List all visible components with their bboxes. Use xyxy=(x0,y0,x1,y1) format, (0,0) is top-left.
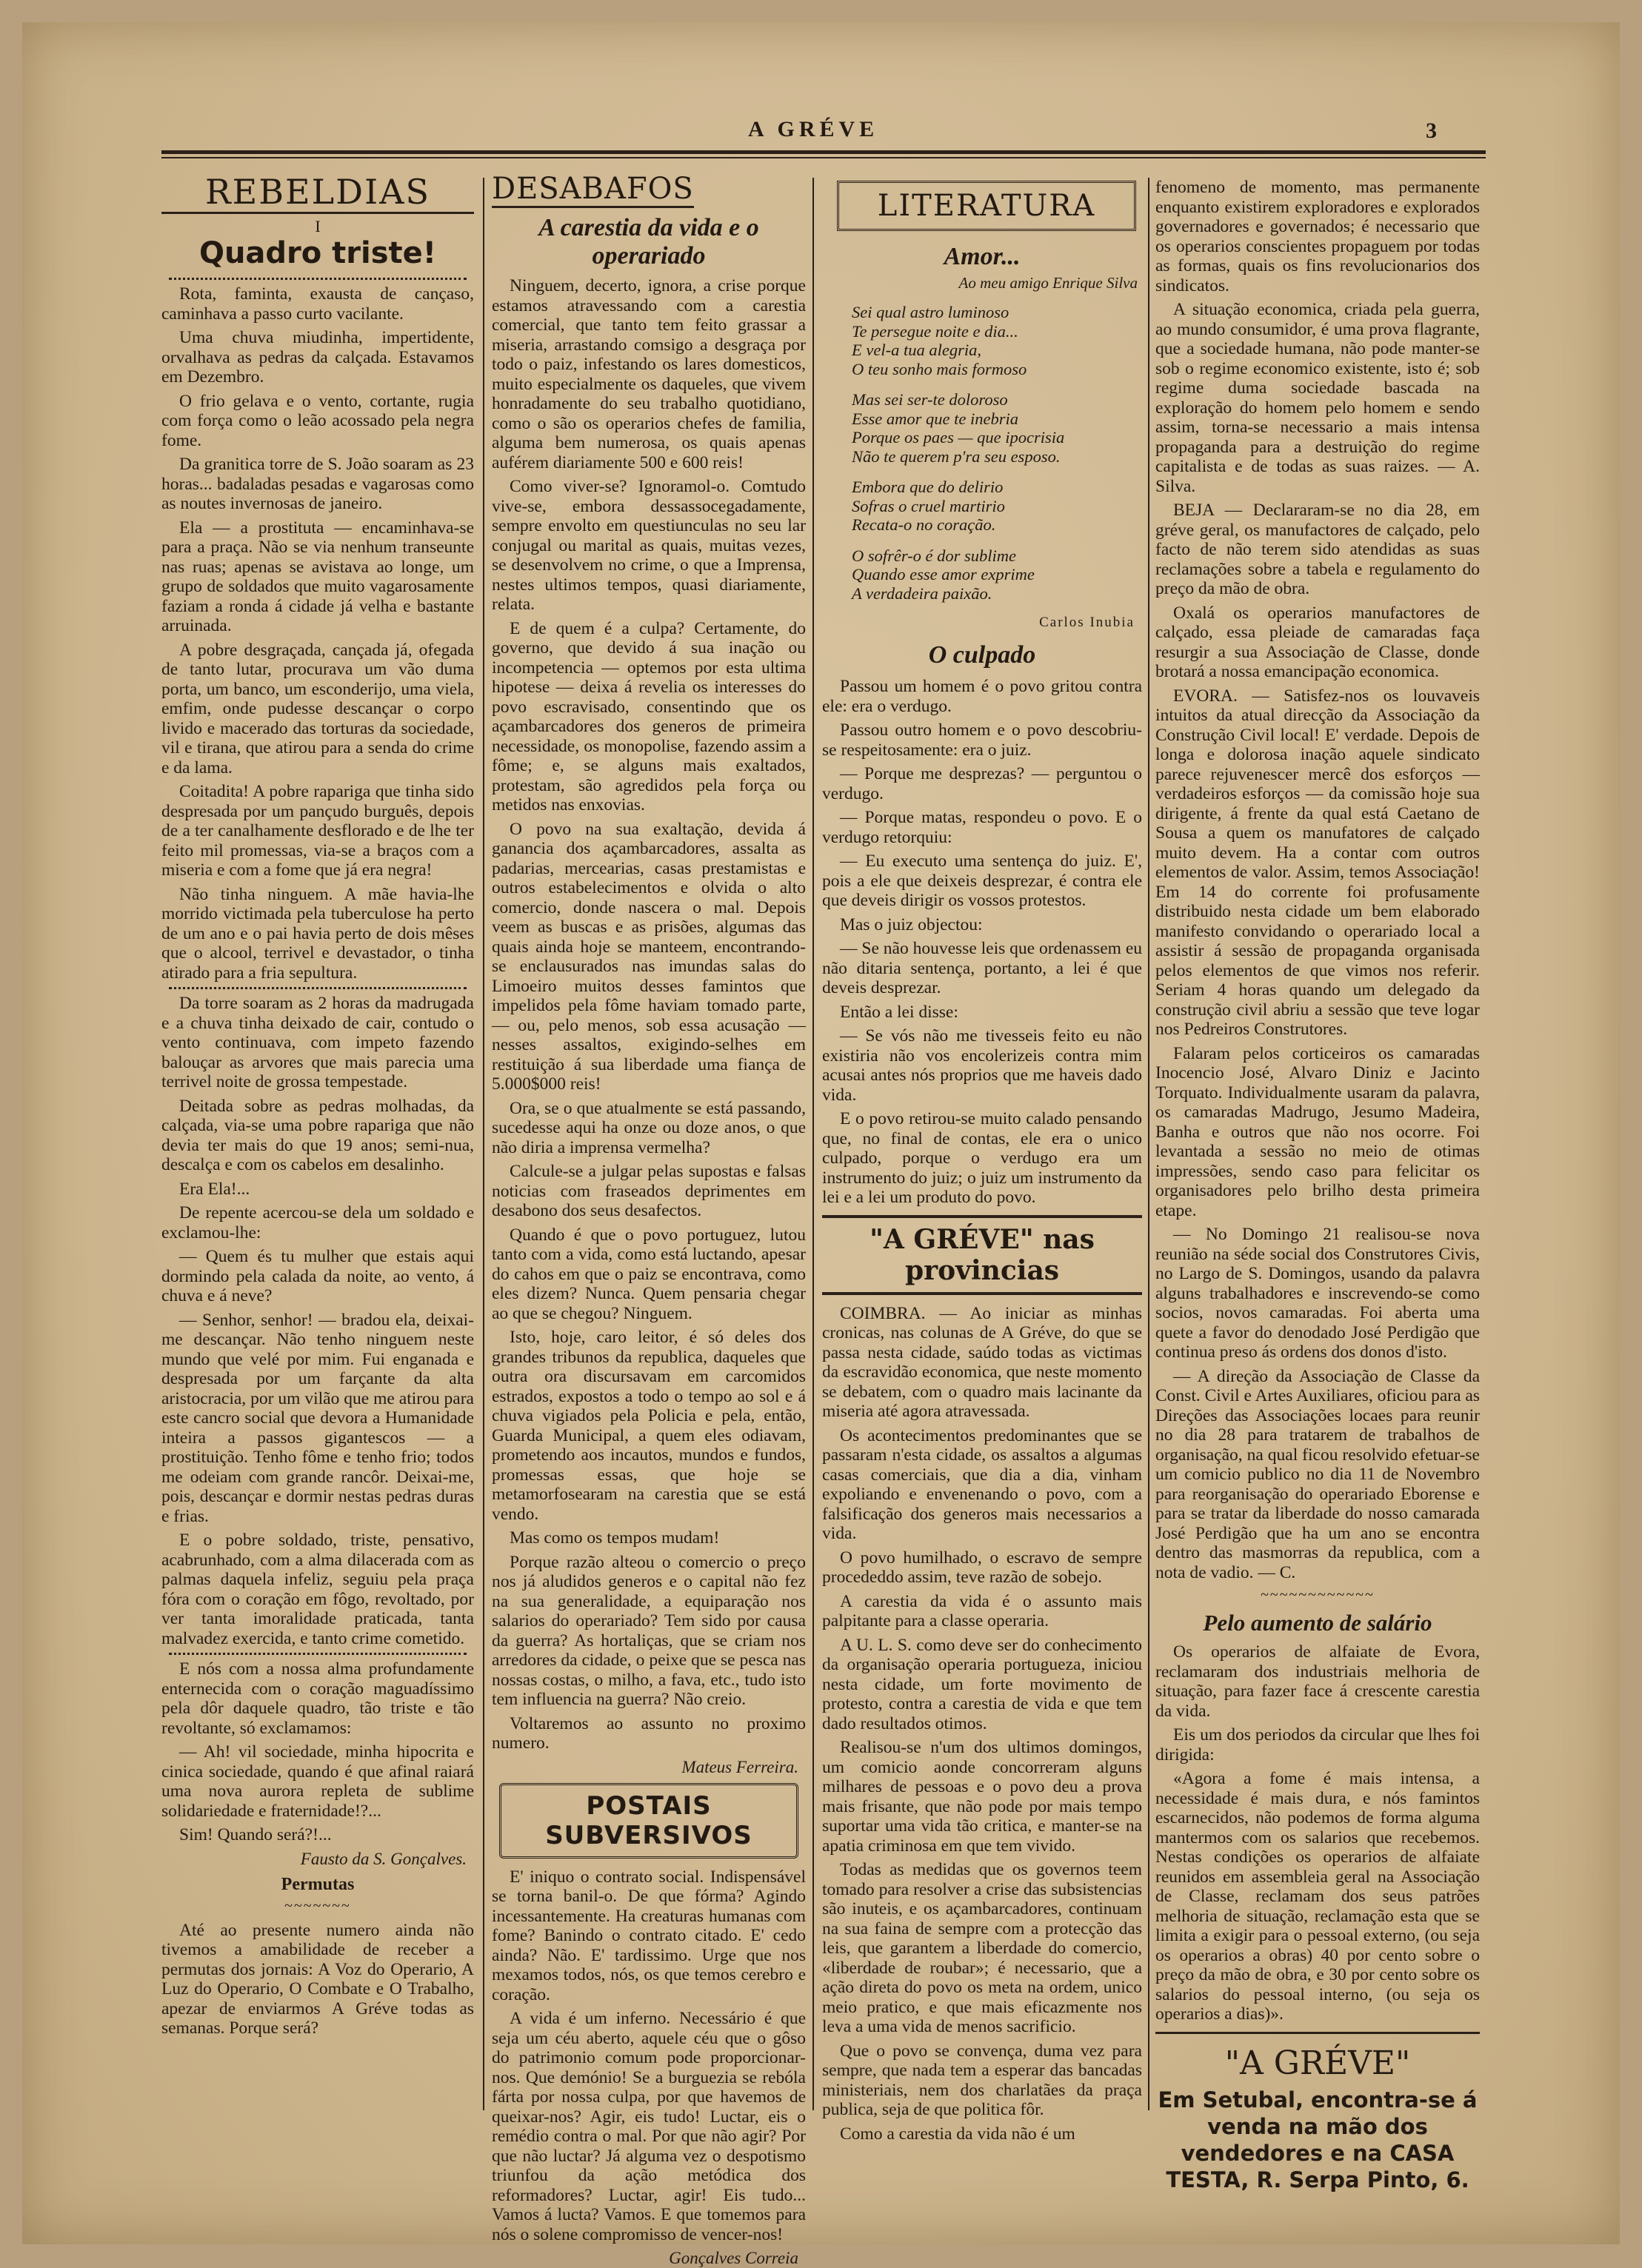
poem-line: O sofrêr-o é dor sublime xyxy=(852,546,1017,565)
paragraph: EVORA. — Satisfez-nos os louvaveis intuitos da atual direcção da Associação da Construção Civil local! E' verdade. Depois de longa e dolorosa inação aquele sindicato parece rejuvenescer mercê dos esforços — verdadeiros esforços — da comissão hoje sua dirigente, á frente da qual está Caetano de Sousa a quem os manufatores de calçado muito devem. Ha a contar com outros elementos de valor. Assim, temos Associação! Em 14 do corrente foi profusamente distribuido nesta cidade um bem elaborado manifesto convidando o operariado local a assistir á sessão de propaganda organisada pelos elementos de que vimos nos referir. Seriam 4 horas quando um delegado da construção civil abriu a sessão que teve logar nos Pedreiros Construtores. xyxy=(1155,686,1480,1039)
column-desabafos xyxy=(492,172,806,2267)
paragraph: Falaram pelos corticeiros os camaradas Inocencio José, Alvaro Diniz e Jacinto Torquato. Individualmente usaram da palavra, os camaradas Madrugo, Jesumo Madeira, Banha e outros que não nos ocorre. Foi levantada a sessão no meio de otimas impressões, sendo caso para felicitar os organisadores pelo brilho desta primeira etape. xyxy=(1155,1043,1480,1220)
paragraph: E de quem é a culpa? Certamente, do governo, que devido á sua inação ou incompetencia — optemos por esta ultima hipotese — deixa á revelia os interesses do povo escravisado, consentindo que os açambarcadores dos generos de primeira necessidade, os monopolise, fazendo assim a fôme; e, se alguns mais exaltados, protestam, são agredidos pela força ou metidos nas enxovias. xyxy=(492,618,806,814)
paragraph: — Porque me desprezas? — perguntou o verdugo. xyxy=(822,764,1142,803)
paragraph: Os acontecimentos predominantes que se passaram n'esta cidade, os assaltos a algumas casas comerciais, que dia a dia, vinham expoliando e envenenando o povo, com a falsificação dos generos mais necessarios a vida. xyxy=(822,1425,1142,1543)
article-number: I xyxy=(315,217,321,235)
divider-dots xyxy=(169,987,467,989)
literatura-heading: LITERATURA xyxy=(877,189,1096,223)
poem-line: Recata-o no coração. xyxy=(852,515,996,534)
author-signature: Gonçalves Correia xyxy=(669,2249,798,2267)
poem xyxy=(822,303,1142,603)
article-title: O culpado xyxy=(928,641,1036,669)
ad-title: "A GRÉVE" xyxy=(1224,2044,1411,2082)
paragraph: Não tinha ninguem. A mãe havia-lhe morrido victimada pela tuberculose ha perto de um ano e o pai havia perto de dois mêses que o alcool, terrivel e devastador, o tinha atirado para a fria sepultura. xyxy=(161,884,474,983)
paragraph: Coitadita! A pobre rapariga que tinha sido despresada por um pançudo burguês, depois de a ter canalhamente desflorado e de lhe ter feito mil promessas, via-se a braços com a miseria e com a fome que já era negra! xyxy=(161,782,474,880)
paragraph: E o povo retirou-se muito calado pensando que, no final de contas, ele era o unico culpado, porque o verdugo era um instrumento do juiz; o juiz um instrumento da lei e a lei um produto do povo. xyxy=(822,1109,1142,1207)
paragraph: Realisou-se n'um dos ultimos domingos, um comicio aonde concorreram alguns milhares de pessoas e o povo deu a prova mais frisante, que não pode por mais tempo suportar uma vida tão critica, e manter-se na apatia criminosa em que tem vivido. xyxy=(822,1738,1142,1856)
paragraph: Porque razão alteou o comercio o preço nos já aludidos generos e o capital não fez na sua generalidade, a equiparação nos salarios do operariado? Tem sido por causa da guerra? As hortaliças, que se criam nos arredores da cidade, o peixe que se pesca nas nossas costas, o milho, a fava, etc., tudo isto tem influencia na guerra? Não creio. xyxy=(492,1552,806,1709)
poem-line: Sofras o cruel martirio xyxy=(852,496,1005,515)
paragraph: Isto, hoje, caro leitor, é só deles dos grandes tribunos da republica, daqueles que outra ora discursavam em carcomidos estrados, expostos a todo o tempo ao sol e á chuva vigiados pela Policia e pela, então, Guarda Municipal, a quem eles odiavam, prometendo aos incautos, mundos e fundos, promessas essas, que hoje se metamorfosearam na carestia que se está vendo. xyxy=(492,1328,806,1524)
poem-line: Esse amor que te inebria xyxy=(852,409,1018,428)
paragraph: E o pobre soldado, triste, pensativo, acabrunhado, com a alma dilacerada com as palmas daquela infeliz, seguiu pela praça fóra com o coração em fôgo, revoltado, por ver tanta imoralidade praticada, tanta malvadez exercida, e tanto crime cometido. xyxy=(161,1531,474,1648)
postais-heading-box xyxy=(499,1783,798,1859)
header-rule xyxy=(161,150,1486,154)
paragraph: «Agora a fome é mais intensa, a necessidade é mais dura, e nós famintos escarnecidos, não podemos de forma alguma mantermos com os salarios que recebemos. Nestas condições os operarios de alfaiate reunidos em assembleia geral na Associação de Classe, reclamam dos seus patrões melhoria de situação, reclamação esta que se limita a exigir para o pessoal externo, (ou seja os operarios a obras) 40 por cento sobre o preço da mão de obra, e 30 por cento sobre os salarios do pessoal interno, (ou seja os operarios a dias)». xyxy=(1155,1769,1480,2024)
paragraph: — No Domingo 21 realisou-se nova reunião na séde social dos Construtores Civis, no Largo de S. Domingos, usando da palavra alguns trabalhadores e inscrevendo-se como socios, novos camaradas. Foi aberta uma quete a favor do denodado José Perdigão que continua preso ás ordens dos donos d'isto. xyxy=(1155,1225,1480,1362)
paragraph: Deitada sobre as pedras molhadas, da calçada, via-se uma pobre rapariga que não devia ter mais do que 19 anos; semi-nua, descalça e com os cabelos em desalinho. xyxy=(161,1096,474,1174)
paragraph: Rota, faminta, exausta de cançaso, caminhava a passo curto vacilante. xyxy=(161,284,474,324)
divider-dots xyxy=(169,278,467,280)
poem-stanza xyxy=(822,546,1142,603)
poem-line: Te persegue noite e dia... xyxy=(852,321,1018,341)
paragraph: Então a lei disse: xyxy=(840,1002,958,1022)
article-title: Pelo aumento de salário xyxy=(1203,1610,1432,1636)
paragraph: — Se não houvesse leis que ordenassem eu não ditaria sentença, portanto, a lei é que deveis desprezar. xyxy=(822,939,1142,997)
permutas-text: Até ao presente numero ainda não tivemos a amabilidade de receber a permutas dos jornais: A Voz do Operario, A Luz do Operario, O Combate e O Trabalho, apezar de enviarmos A Gréve todas as semanas. Porque será? xyxy=(161,1920,474,2038)
paragraph: — Senhor, senhor! — bradou ela, deixai-me descançar. Não tenho ninguem neste mundo que velé por mim. Fui enganada e despresada por um farçante da alta aristocracia, por um vilão que me atirou para este cancro social que devora a Humanidade inteira a passos gigantescos — a prostituição. Tenho fôme e tenho frio; todos me odeiam com grande rancôr. Deixai-me, pois, descançar e dormir nestas pedras duras e frias. xyxy=(161,1310,474,1526)
paragraph: Como a carestia da vida não é um xyxy=(840,2124,1075,2144)
poem-signature: Carlos Inubia xyxy=(1039,615,1135,630)
article-title: A carestia da vida e o operariado xyxy=(538,214,759,270)
poem-line: A verdadeira paixão. xyxy=(852,583,992,603)
paragraph: Mas o juiz objectou: xyxy=(840,914,983,934)
ornament-divider: ~~~~~~~ xyxy=(284,1897,351,1914)
paragraph: A vida é um inferno. Necessário é que seja um céu aberto, aquele céu que o gôso do patrimonio comum pode proporcionar-nos. Que demónio! Se a burguezia se rebóla fárta por nossa culpa, por que havemos de queixar-nos? Agir, eis tudo! Luctar, eis o remédio contra o mal. Por que não agir? Por que não luctar? Já alguma vez o despotismo triunfou da ação metódica dos reformadores? Luctar, agir! Eis tudo... Vamos á lucta? Vamos. E que tomemos para nós o solene compromisso de vencer-nos! xyxy=(492,2009,806,2244)
paragraph: De repente acercou-se dela um soldado e exclamou-lhe: xyxy=(161,1203,474,1242)
paragraph: COIMBRA. — Ao iniciar as minhas cronicas, nas colunas de A Gréve, do que se passa nesta cidade, saúdo todas as victimas da escravidão economica, que neste momento se debatem, com o quadro mais lacinante da miseria até agora atravessada. xyxy=(822,1303,1142,1421)
column-noticias xyxy=(1155,178,1480,2192)
paragraph: Passou outro homem e o povo descobriu-se respeitosamente: era o juiz. xyxy=(822,720,1142,760)
poem-line: Sei qual astro luminoso xyxy=(852,303,1009,321)
poem-title: Amor... xyxy=(944,243,1021,270)
paragraph: Eis um dos periodos da circular que lhes foi dirigida: xyxy=(1155,1725,1480,1764)
provincias-heading-box xyxy=(822,1215,1142,1295)
paragraph: A pobre desgraçada, cançada já, ofegada de tanto lutar, procurava um vão duma porta, um banco, um esconderijo, uma viela, emfim, onde pudesse descançar o corpo livido e macerado das torturas da sociedade, vil e tirana, que atirou para a senda do crime e da lama. xyxy=(161,640,474,777)
column-literatura xyxy=(822,178,1142,2144)
author-signature: Mateus Ferreira. xyxy=(681,1757,798,1776)
paragraph: — Ah! vil sociedade, minha hipocrita e cinica sociedade, quando é que afinal raiará uma nova aurora repleta de sublime solidariedade e fraternidade!?... xyxy=(161,1742,474,1821)
column-rebeldias xyxy=(161,172,474,2119)
poem-stanza xyxy=(822,390,1142,466)
poem-line: Quando esse amor exprime xyxy=(852,565,1035,583)
paragraph: BEJA — Declararam-se no dia 28, em gréve geral, os manufactores de calçado, pelo facto de não terem sido atendidas as suas reclamações sobre a tabela e regulamento do preço da mão de obra. xyxy=(1155,501,1480,598)
paragraph: Voltaremos ao assunto no proximo numero. xyxy=(492,1713,806,1753)
paragraph: E nós com a nossa alma profundamente enternecida com o coração maguadíssimo pela dôr daquele quadro, tão triste e tão revoltante, só exclamamos: xyxy=(161,1659,474,1738)
poem-line: Não te querem p'ra seu esposo. xyxy=(852,446,1061,466)
paragraph: Ora, se o que atualmente se está passando, sucedesse aqui ha onze ou doze anos, o que não diria a imprensa vermelha? xyxy=(492,1098,806,1157)
column-divider-2 xyxy=(812,178,814,2110)
paragraph: — Se vós não me tivesseis feito eu não existiria não vos encolerizeis contra mim acusai antes nós proprios que me haveis dado vida. xyxy=(822,1026,1142,1105)
section-heading-desabafos: DESABAFOS xyxy=(492,172,694,208)
poem-line: E vel-a tua alegria, xyxy=(852,341,981,359)
permutas-heading: Permutas xyxy=(281,1874,355,1894)
column-divider-3 xyxy=(1148,178,1149,2110)
paragraph: Calcule-se a julgar pelas supostas e falsas noticias com fraseados deprimentes em desabono dos seus desafectos. xyxy=(492,1162,806,1220)
paragraph: Os operarios de alfaiate de Evora, reclamaram dos industriais melhoria de situação, para fazer face á crescente carestia da vida. xyxy=(1155,1642,1480,1721)
paragraph: Era Ela!... xyxy=(179,1179,250,1199)
paragraph: Todas as medidas que os governos teem tomado para resolver a crise das subsistencias são inuteis, e os açambarcadores, continuam na sua faina de sempre com a protecção das leis, que garantem a liberdade do comercio, «liberdade de roubar»; é necessario, que a ação direta do povo os meta na ordem, unico meio pratico, e que mais eficazmente nos leva a uma vida de menos sacrificio. xyxy=(822,1860,1142,2036)
poem-stanza xyxy=(822,303,1142,378)
article-title: Quadro triste! xyxy=(198,236,437,270)
postais-heading: POSTAIS SUBVERSIVOS xyxy=(545,1790,752,1850)
paragraph: Oxalá os operarios manufactores de calçado, essa pleiade de camaradas faça resurgir a sua Associação de Classe, donde brotará a nossa emancipação economica. xyxy=(1155,603,1480,681)
paragraph: Ninguem, decerto, ignora, a crise porque estamos atravessando com a carestia comercial, que tanto tem feito grassar a miseria, arrastando comsigo a desgraça por todo o paiz, infestando os lares domesticos, muito especialmente os daqueles, que vivem honradamente do seu trabalho quotidiano, como o são os operarios chefes de familia, alguma bem numerosa, os quais apenas auférem diariamente 500 e 600 reis! xyxy=(492,276,806,472)
paragraph: — Quem és tu mulher que estais aqui dormindo pela calada da noite, ao vento, á chuva e á neve? xyxy=(161,1247,474,1305)
paragraph: Que o povo se convença, duma vez para sempre, que nada tem a esperar das bancadas ministeriais, nem dos charlatães da praça publica, seja de que politica fôr. xyxy=(822,2041,1142,2119)
literatura-heading-box xyxy=(837,181,1136,231)
ad-text: Em Setubal, encontra-se á venda na mão dos vendedores e na CASA TESTA, R. Serpa Pinto, 6. xyxy=(1158,2087,1478,2192)
paragraph: Sim! Quando será?!... xyxy=(179,1825,332,1844)
section-heading-rebeldias: REBELDIAS xyxy=(161,172,474,214)
ad-rule xyxy=(1155,2032,1480,2034)
poem-line: Porque os paes — que ipocrisia xyxy=(852,428,1065,446)
paragraph: O povo na sua exaltação, devida á ganancia dos açambarcadores, assalta as padarias, mercearias, casas prestamistas e outros estabelecimentos e olvida o alto comercio, donde nascera o mal. Depois veem as buscas e as prisões, algumas das quais ainda hoje se manteem, encontrando-se enclausurados nas imundas salas do Limoeiro muitos desses famintos que impelidos pela fôme haviam tomado parte, — ou, pelo menos, sob essa acusação — nesses assaltos, exigindo-selhes em restituição á sua liberdade uma fiança de 5.000$000 reis! xyxy=(492,819,806,1094)
paragraph: Mas como os tempos mudam! xyxy=(510,1528,720,1548)
ornament-divider: ~~~~~~~~~~~~ xyxy=(1261,1587,1375,1603)
poem-stanza xyxy=(822,478,1142,535)
paragraph: O povo humilhado, o escravo de sempre procededdo assim, teve razão de sobejo. xyxy=(822,1548,1142,1587)
paragraph: O frio gelava e o vento, cortante, rugia com força como o leão acossado pela negra fome. xyxy=(161,391,474,450)
poem-dedication: Ao meu amigo Enrique Silva xyxy=(958,274,1138,292)
provincias-heading: "A GRÉVE" nas provincias xyxy=(870,1223,1095,1286)
paragraph: Da granitica torre de S. João soaram as 23 horas... badaladas pesadas e vagarosas como as noutes invernosas de janeiro. xyxy=(161,455,474,513)
paragraph: fenomeno de momento, mas permanente enquanto existirem exploradores e explorados governadores e governados; é necessario que os operarios conscientes propaguem por todas as formas, quais os fins revolucionarios dos sindicatos. xyxy=(1155,178,1480,295)
paragraph: Quando é que o povo portuguez, lutou tanto com a vida, como está luctando, apesar do cahos em que o paiz se encontrava, como eles dizem? Nunca. Quem pensaria chegar ao que se chegou? Ninguem. xyxy=(492,1225,806,1323)
page-number: 3 xyxy=(1426,118,1437,143)
poem-line: Embora que do delirio xyxy=(852,478,1004,496)
paragraph: A carestia da vida é o assunto mais palpitante para a classe operaria. xyxy=(822,1591,1142,1630)
paragraph: — Eu executo uma sentença do juiz. E', pois a ele que deixeis desprezar, é contra ele que deveis dirigir os vossos protestos. xyxy=(822,852,1142,910)
poem-line: Mas sei ser-te doloroso xyxy=(852,390,1008,409)
poem-line: O teu sonho mais formoso xyxy=(852,359,1027,378)
paragraph: Como viver-se? Ignoramol-o. Comtudo vive-se, embora dessassocegadamente, sempre envolto em questiunculas no seu lar conjugal ou marital as quais, muitas vezes, se desenvolvem no crime, o que a Imprensa, nestes ultimos tempos, quasi diariamente, relata. xyxy=(492,477,806,614)
paragraph: A situação economica, criada pela guerra, ao mundo consumidor, é uma prova flagrante, que a sociedade humana, não pode manter-se sob o regime economico existente, isto é; sob regime duma sociedade bascada na exploração do homem pelo homem e sendo assim, torna-se necessario a mais intensa propaganda para a destruição do regime capitalista e de todas as suas raizes. — A. Silva. xyxy=(1155,300,1480,496)
paragraph: Da torre soaram as 2 horas da madrugada e a chuva tinha deixado de cair, contudo o vento continuava, com impeto fazendo balouçar as arvores que mais parecia uma terrivel noite de grossa tempestade. xyxy=(161,994,474,1091)
column-divider-1 xyxy=(483,178,484,2110)
divider-dots xyxy=(169,1653,467,1655)
author-signature: Fausto da S. Gonçalves. xyxy=(300,1849,467,1868)
paragraph: Uma chuva miudinha, impertidente, orvalhava as pedras da calçada. Estavamos em Dezembro. xyxy=(161,328,474,387)
paragraph: A U. L. S. como deve ser do conhecimento da organisação operaria portugueza, iniciou nesta cidade, um forte movimento de protesto, contra a carestia de vida e que tem dado resultados otimos. xyxy=(822,1635,1142,1733)
paragraph: E' iniquo o contrato social. Indispensável se torna banil-o. De que fórma? Agindo incessantemente. Ha creaturas humanas com fome? Banindo o contrato citado. E' cedo ainda? Não. E' tardissimo. Urge que nos mexamos todos, nós, os que temos cerebro e coração. xyxy=(492,1867,806,2004)
paragraph: — Porque matas, respondeu o povo. E o verdugo retorquiu: xyxy=(822,808,1142,847)
paragraph: Passou um homem é o povo gritou contra ele: era o verdugo. xyxy=(822,677,1142,716)
paragraph: Ela — a prostituta — encaminhava-se para a praça. Não se via nenhum transeunte nas ruas; apenas se avistava ao longe, um grupo de soldados que muito vagarosamente faziam a ronda á cidade já velha e bastante arruinada. xyxy=(161,518,474,635)
header-rule-thin xyxy=(161,157,1486,158)
masthead-title: A GRÉVE xyxy=(748,117,879,141)
paragraph: — A direção da Associação de Classe da Const. Civil e Artes Auxiliares, oficiou para as Direções das Associações locaes para reunir no dia 28 para tratarem de trabalhos de organisação, na qual ficou resolvido efetuar-se um comicio publico no dia 11 de Novembro para reorganisação do operariado Eborense e para se tratar da liberdade do nosso camarada José Perdigão que ha um ano se encontra dentro das masmorras da republica, com a nota de vadio. — C. xyxy=(1155,1366,1480,1582)
